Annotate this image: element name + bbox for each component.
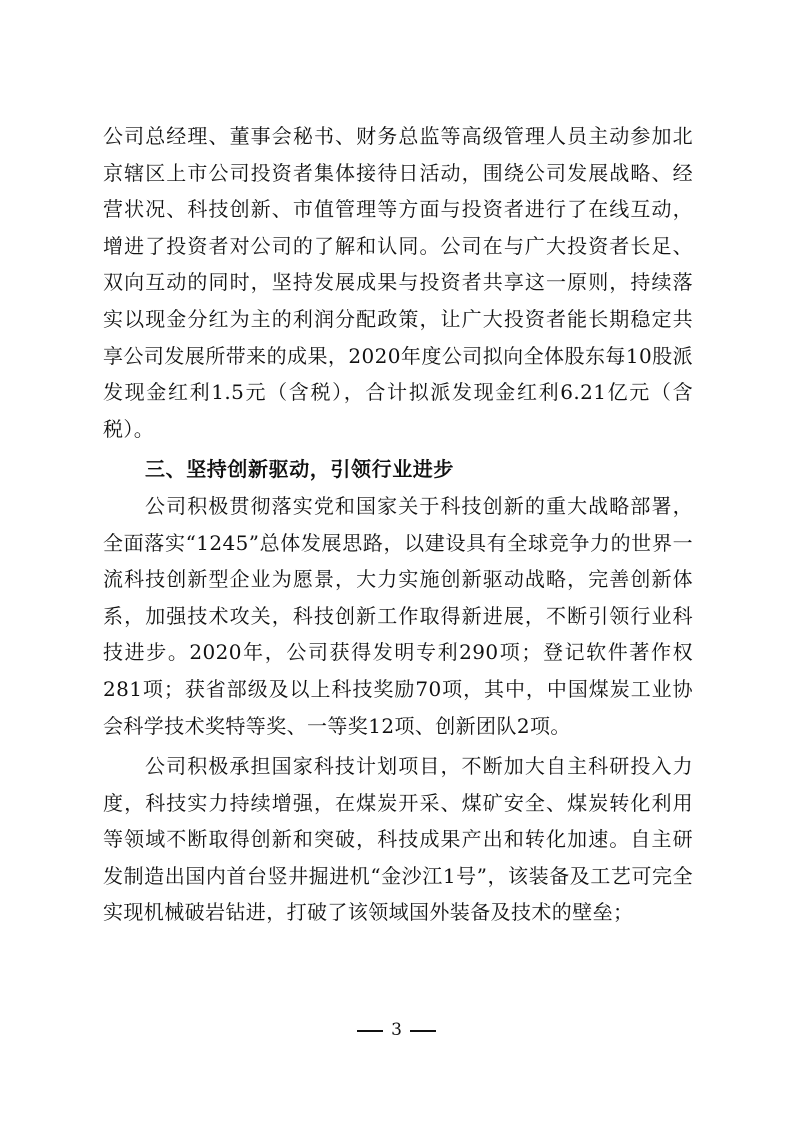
paragraph-research-projects: 公司积极承担国家科技计划项目，不断加大自主科研投入力度，科技实力持续增强，在煤炭开采、煤矿安全、煤炭转化利用等领域不断取得创新和突破，科技成果产出和转化加速。自主研发制造出国内首台竖井掘进机“金沙江1号”，该装备及工艺可完全实现机械破岩钻进，打破了该领域国外装备及技术的壁垒； — [103, 754, 693, 925]
footer-dash-right — [410, 1030, 436, 1032]
paragraph-innovation-strategy: 公司积极贯彻落实党和国家关于科技创新的重大战略部署，全面落实“1245”总体发展思路，以建设具有全球竞争力的世界一流科技创新型企业为愿景，大力实施创新驱动战略，完善创新体系，加强技术攻关，科技创新工作取得新进展，不断引领行业科技进步。2020年，公司获得发明专利290项；登记软件著作权281项；获省部级及以上科技奖励70项，其中，中国煤炭工业协会科学技术奖特等奖、一等奖12项、创新团队2项。 — [103, 493, 693, 738]
body-text — [103, 118, 693, 931]
page-number: 3 — [391, 1020, 402, 1040]
paragraph-investor-relations: 公司总经理、董事会秘书、财务总监等高级管理人员主动参加北京辖区上市公司投资者集体接待日活动，围绕公司发展战略、经营状况、科技创新、市值管理等方面与投资者进行了在线互动，增进了投资者对公司的了解和认同。公司在与广大投资者长足、双向互动的同时，坚持发展成果与投资者共享这一原则，持续落实以现金分红为主的利润分配政策，让广大投资者能长期稳定共享公司发展所带来的成果，2020年度公司拟向全体股东每10股派发现金红利1.5元（含税），合计拟派发现金红利6.21亿元（含税）。 — [103, 124, 693, 441]
page-footer — [0, 1020, 793, 1040]
footer-dash-left — [357, 1030, 383, 1032]
section-heading: 三、坚持创新驱动，引领行业进步 — [145, 457, 454, 482]
